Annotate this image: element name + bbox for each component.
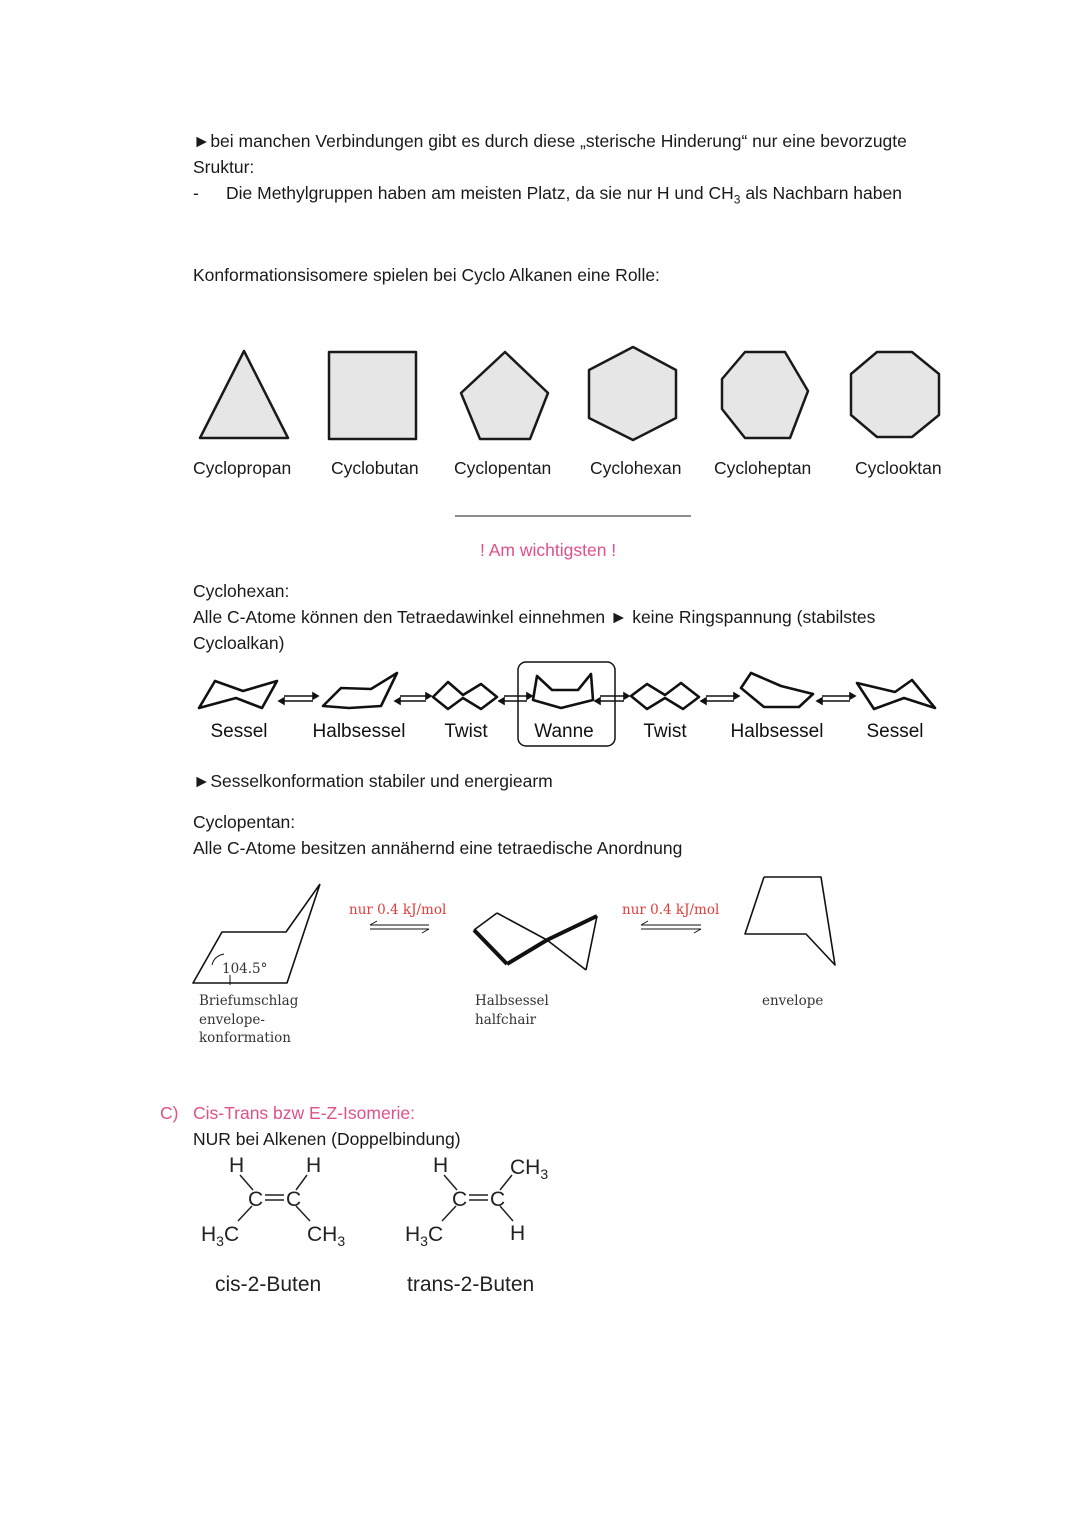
conf-label-sessel-right: Sessel [866, 721, 924, 742]
conf-label-halbsessel-right: Halbsessel [730, 721, 824, 742]
atom-c: C [490, 1188, 506, 1211]
label-envelope: envelope [762, 993, 824, 1009]
methyl-group: $CH_3$ [307, 1223, 346, 1249]
conformers-heading: Konformationsisomere spielen bei Cyclo Alkanen eine Rolle: [193, 265, 660, 285]
conf-label-twist-left: Twist [444, 721, 488, 742]
cyclopentan-title: Cyclopentan: [193, 812, 296, 832]
atom-h: H [510, 1222, 526, 1245]
intro-line1: ►bei manchen Verbindungen gibt es durch diese „sterische Hinderung“ nur eine bevorzugte [193, 131, 907, 151]
label-halfchair: halfchair [475, 1012, 537, 1028]
ring-label-cyclopentan: Cyclopentan [454, 458, 552, 478]
molecule-label-trans: trans-2-Buten [407, 1273, 535, 1296]
cyclopentan-line1: Alle C-Atome besitzen annähernd eine tetraedische Anordnung [193, 838, 683, 858]
intro-dash: - [193, 183, 199, 203]
cyclohexan-line1: Alle C-Atome können den Tetraedawinkel einnehmen ► keine Ringspannung (stabilstes [193, 607, 876, 627]
important-note: ! Am wichtigsten ! [480, 540, 617, 560]
ring-label-cyclobutan: Cyclobutan [331, 458, 419, 478]
label-halbsessel: Halbsessel [475, 993, 549, 1009]
label-briefumschlag: Briefumschlag [199, 993, 299, 1009]
ring-label-cyclooktan: Cyclooktan [855, 458, 942, 478]
energy-label-left: nur 0.4 kJ/mol [349, 902, 447, 918]
label-konformation: konformation [199, 1030, 291, 1046]
methyl-group: $H_3C$ [201, 1223, 240, 1249]
intro-point: Die Methylgruppen haben am meisten Platz, da sie nur H und $CH_3$ als Nachbarn haben [226, 183, 902, 207]
section-c-note: NUR bei Alkenen (Doppelbindung) [193, 1129, 461, 1149]
conf-label-halbsessel-left: Halbsessel [312, 721, 406, 742]
atom-h: H [229, 1154, 245, 1177]
atom-c: C [452, 1188, 468, 1211]
angle-label: 104.5° [222, 961, 268, 977]
intro-line2: Sruktur: [193, 157, 255, 177]
molecule-label-cis: cis-2-Buten [215, 1273, 322, 1296]
energy-label-right: nur 0.4 kJ/mol [622, 902, 720, 918]
atom-c: C [286, 1188, 302, 1211]
arrow-bullet-icon: ► [193, 131, 211, 151]
ring-label-cycloheptan: Cycloheptan [714, 458, 812, 478]
atom-h: H [306, 1154, 322, 1177]
section-c-title: Cis-Trans bzw E-Z-Isomerie: [193, 1103, 416, 1123]
atom-h: H [433, 1154, 449, 1177]
conf-label-wanne: Wanne [534, 721, 594, 742]
cyclohexan-line2: Cycloalkan) [193, 633, 285, 653]
ring-label-cyclopropan: Cyclopropan [193, 458, 292, 478]
cyclohexan-title: Cyclohexan: [193, 581, 290, 601]
section-c-letter: C) [160, 1103, 179, 1123]
ring-label-cyclohexan: Cyclohexan [590, 458, 682, 478]
conf-label-twist-right: Twist [643, 721, 687, 742]
cyclohexan-conclusion: ►Sesselkonformation stabiler und energiearm [193, 771, 553, 791]
methyl-group: $CH_3$ [510, 1156, 549, 1182]
conf-label-sessel-left: Sessel [210, 721, 268, 742]
methyl-group: $H_3C$ [405, 1223, 444, 1249]
label-envelope-dash: envelope- [199, 1012, 265, 1028]
atom-c: C [248, 1188, 264, 1211]
